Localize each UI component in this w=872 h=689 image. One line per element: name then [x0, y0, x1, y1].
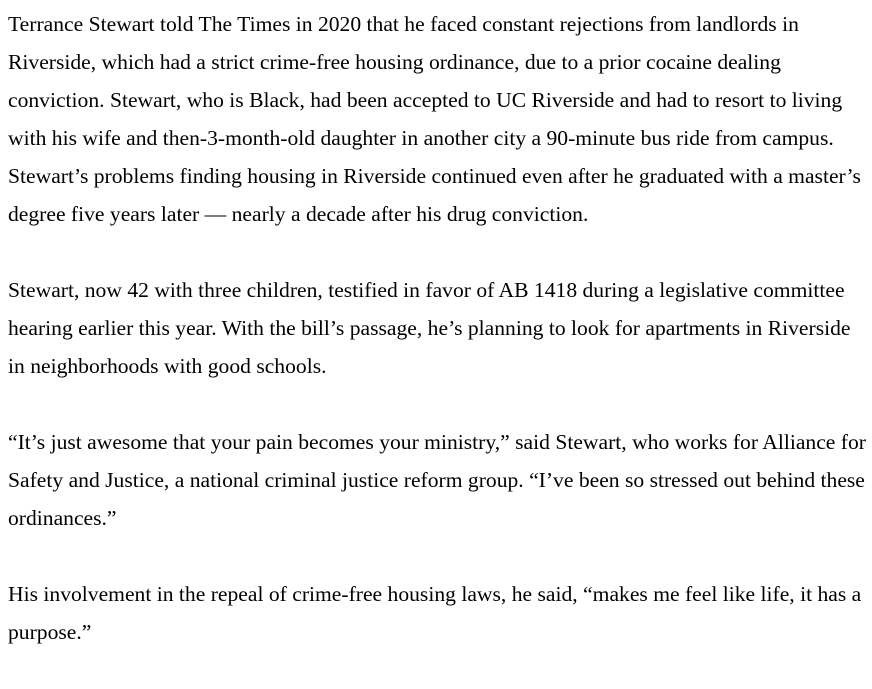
article-paragraph: His involvement in the repeal of crime-free housing laws, he said, “makes me feel like life, it has a purpose.” [8, 582, 862, 644]
article-paragraph: “It’s just awesome that your pain becomes your ministry,” said Stewart, who works for Alliance for Safety and Justice, a national criminal justice reform group. “I’ve been so stressed out behind these ordinances.” [8, 430, 866, 530]
article-paragraph: Terrance Stewart told The Times in 2020 that he faced constant rejections from landlords in Riverside, which had a strict crime-free housing ordinance, due to a prior cocaine dealing conviction. Stewart, who is Black, had been accepted to UC Riverside and had to resort to living with his wife and then-3-month-old daughter in another city a 90-minute bus ride from campus. Stewart’s problems finding housing in Riverside continued even after he graduated with a master’s degree five years later — nearly a decade after his drug conviction. [8, 12, 861, 226]
article-paragraph: Stewart, now 42 with three children, testified in favor of AB 1418 during a legislative committee hearing earlier this year. With the bill’s passage, he’s planning to look for apartments in Riverside in neighborhoods with good schools. [8, 278, 851, 378]
